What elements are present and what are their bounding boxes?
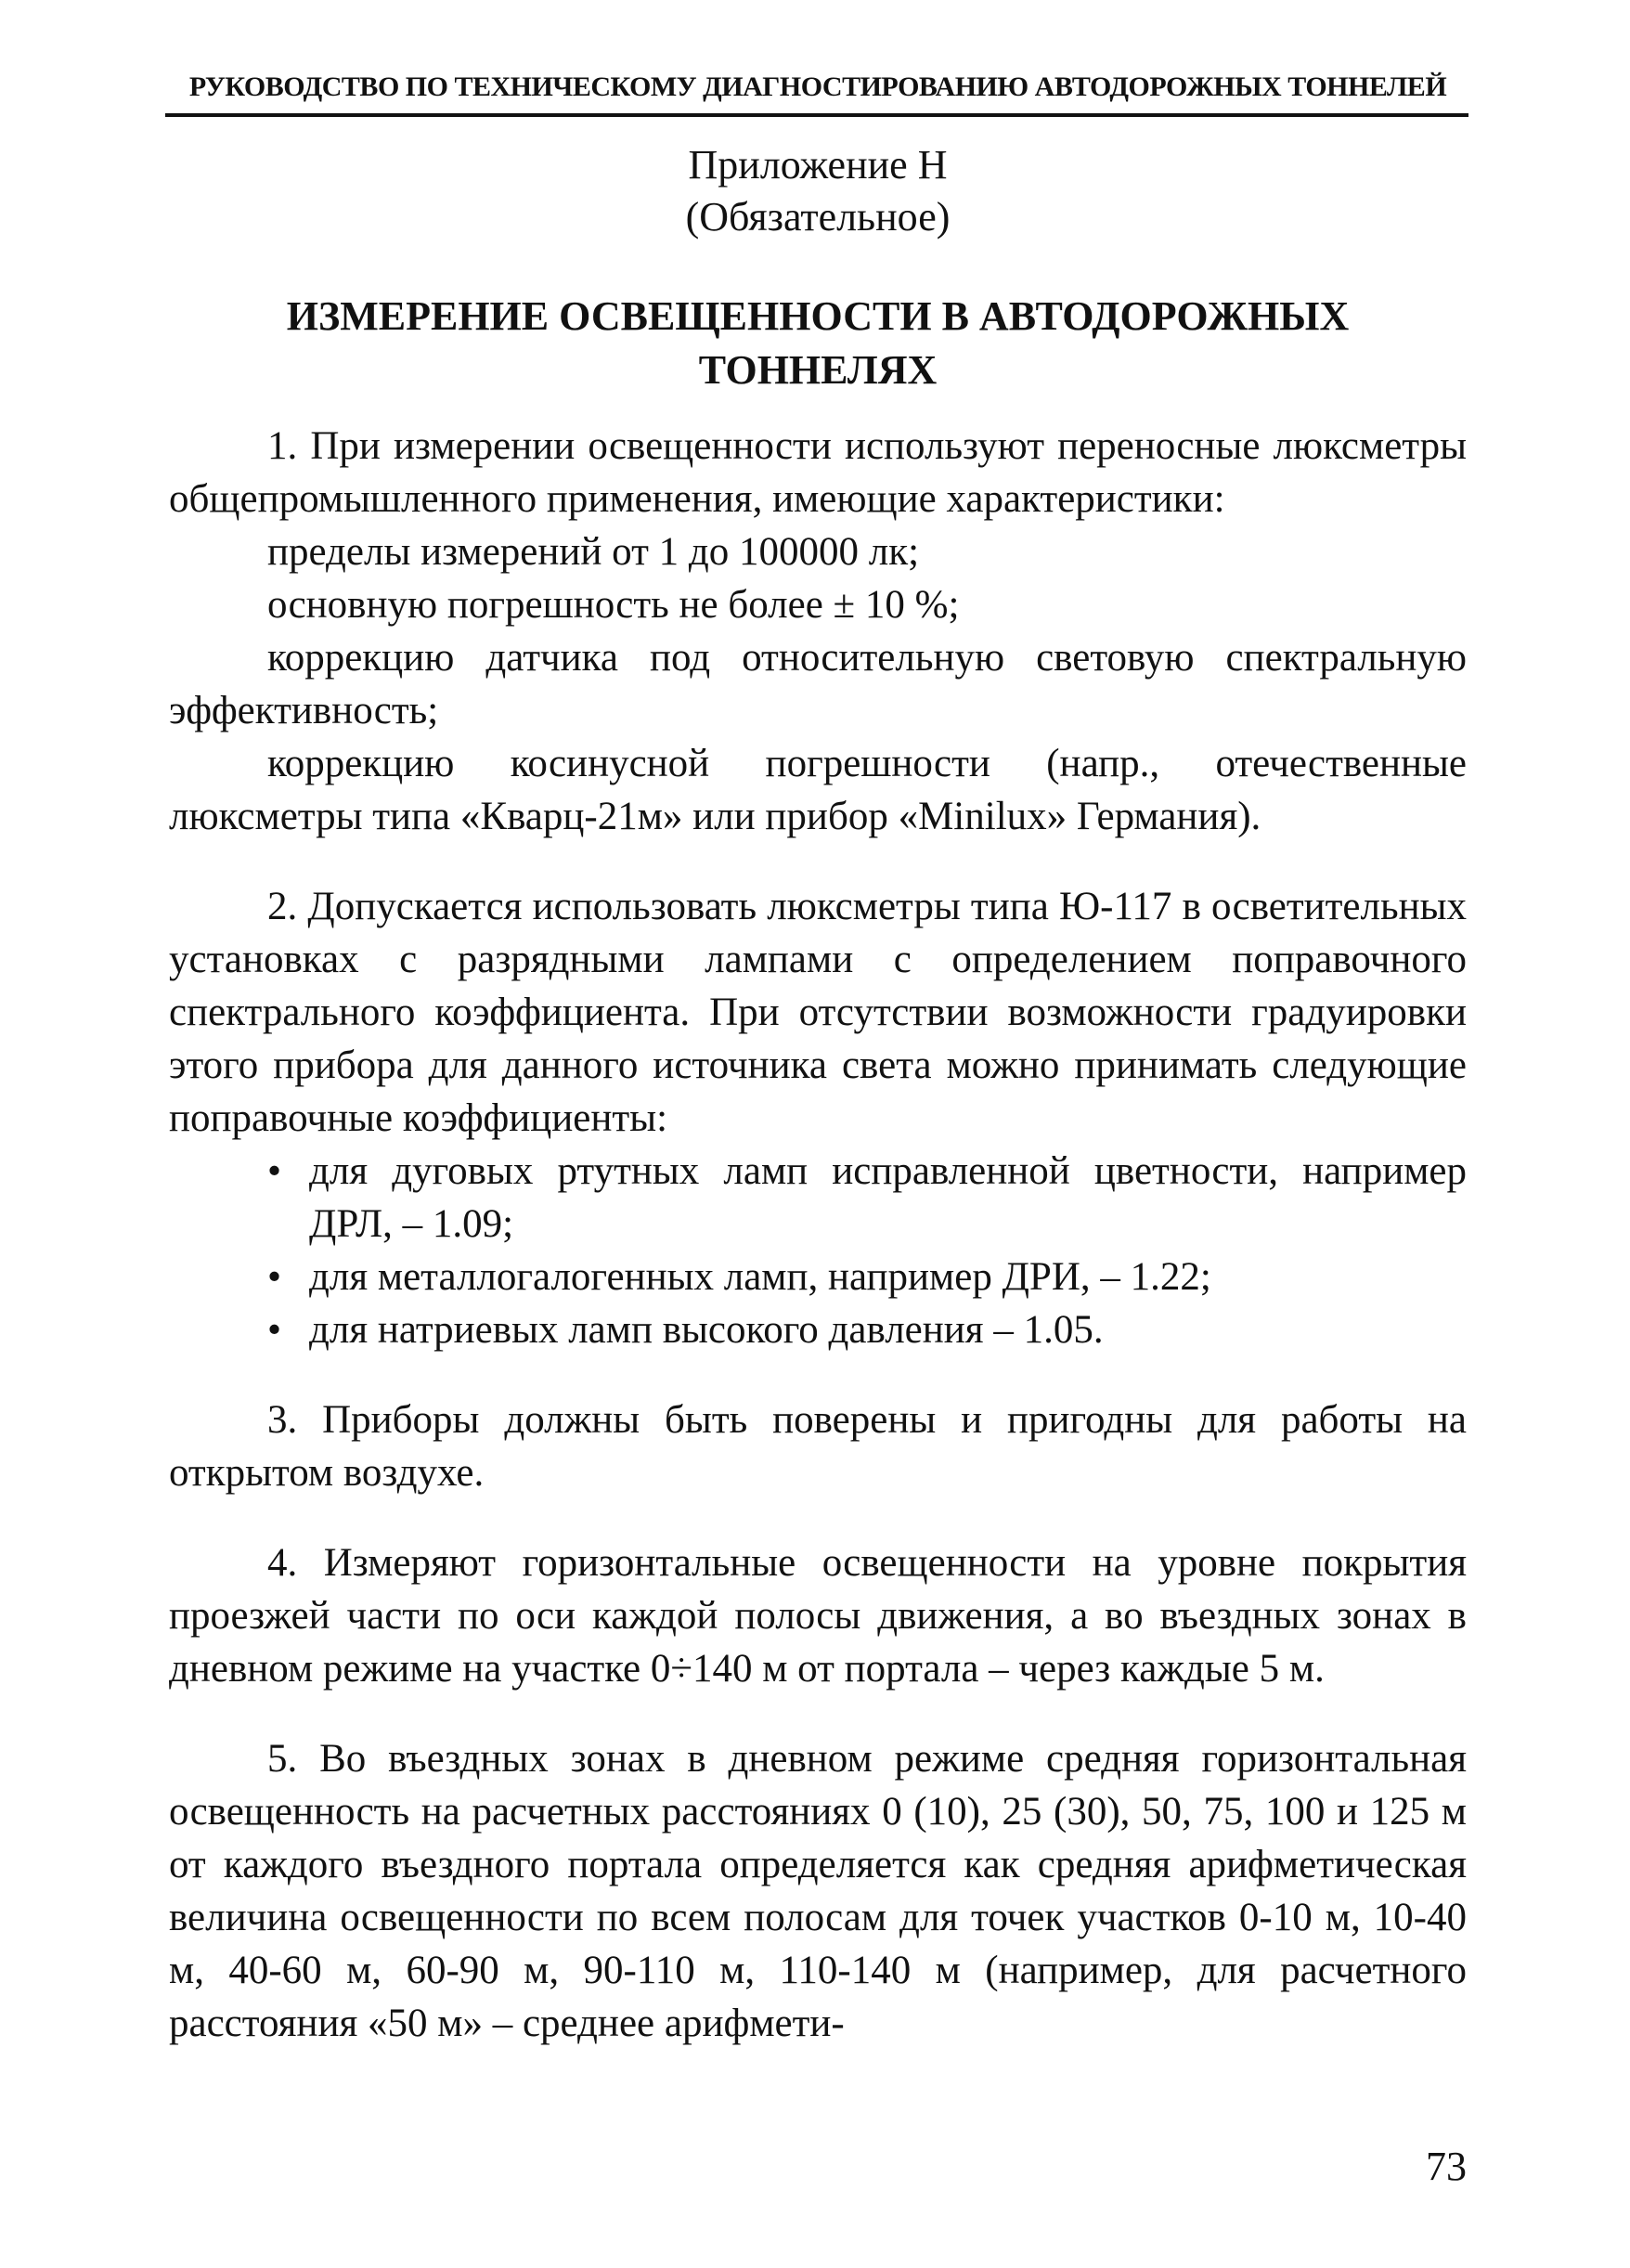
appendix-status: (Обязательное) — [685, 194, 951, 240]
section-1-intro: 1. При измерении освещенности используют переносные люксметры общепромышленного применения, имеющие характеристики: — [169, 424, 1467, 521]
section-1 — [169, 420, 1467, 843]
spacer — [169, 1499, 1467, 1536]
appendix-label: Приложение Н — [688, 142, 948, 188]
section-1-item: коррекцию косинусной погрешности (напр., отечественные люксметры типа «Кварц-21м» или прибор «Minilux» Германия). — [169, 742, 1467, 838]
list-item-text: для натриевых ламп высокого давления – 1.05. — [309, 1308, 1104, 1352]
section-1-item: основную погрешность не более ± 10 %; — [267, 583, 960, 627]
list-item-text: для дуговых ртутных ламп исправленной цветности, например ДРЛ, – 1.09; — [309, 1149, 1467, 1246]
section-2 — [169, 880, 1467, 1356]
section-1-item: коррекцию датчика под относительную световую спектральную эффективность; — [169, 636, 1467, 732]
bullet-icon: • — [267, 1149, 282, 1193]
correction-factor-list — [169, 1145, 1467, 1356]
spacer — [169, 1356, 1467, 1393]
document-title — [169, 290, 1467, 397]
list-item — [169, 1303, 1467, 1356]
bullet-icon: • — [267, 1255, 282, 1299]
bullet-icon: • — [267, 1308, 282, 1352]
document-title-line-1: ИЗМЕРЕНИЕ ОСВЕЩЕННОСТИ В АВТОДОРОЖНЫХ — [286, 293, 1350, 339]
document-title-line-2: ТОННЕЛЯХ — [698, 347, 938, 393]
appendix-heading — [169, 139, 1467, 243]
spacer — [169, 843, 1467, 880]
section-1-item: пределы измерений от 1 до 100000 лк; — [267, 530, 920, 574]
section-4: 4. Измеряют горизонтальные освещенности на уровне покрытия проезжей части по оси каждой полосы движения, а во въездных зонах в дневном режиме на участке 0÷140 м от портала – через каждые 5 м. — [169, 1541, 1467, 1691]
section-5: 5. Во въездных зонах в дневном режиме средняя горизонтальная освещенность на расчетных расстояниях 0 (10), 25 (30), 50, 75, 100 и 125 м от каждого въездного портала определяется как средняя арифметическая величина освещенности по всем полосам для точек участков 0-10 м, 10-40 м, 40-60 м, 60-90 м, 90-110 м, 110-140 м (например, для расчетного расстояния «50 м» – среднее арифмети- — [169, 1737, 1467, 2045]
section-2-intro: 2. Допускается использовать люксметры типа Ю-117 в осветительных установках с разрядными лампами с определением поправочного спектрального коэффициента. При отсутствии возможности градуировки этого прибора для данного источника света можно принимать следующие поправочные коэффициенты: — [169, 885, 1467, 1140]
header-rule — [165, 113, 1468, 117]
running-header: РУКОВОДСТВО ПО ТЕХНИЧЕСКОМУ ДИАГНОСТИРОВАНИЮ АВТОДОРОЖНЫХ ТОННЕЛЕЙ — [188, 71, 1447, 102]
list-item — [169, 1251, 1467, 1303]
section-3: 3. Приборы должны быть поверены и пригодны для работы на открытом воздухе. — [169, 1398, 1467, 1495]
list-item — [169, 1145, 1467, 1251]
page-number: 73 — [1426, 2144, 1467, 2189]
list-item-text: для металлогалогенных ламп, например ДРИ, – 1.22; — [309, 1255, 1211, 1299]
document-body — [169, 420, 1467, 2050]
spacer — [169, 1695, 1467, 1732]
